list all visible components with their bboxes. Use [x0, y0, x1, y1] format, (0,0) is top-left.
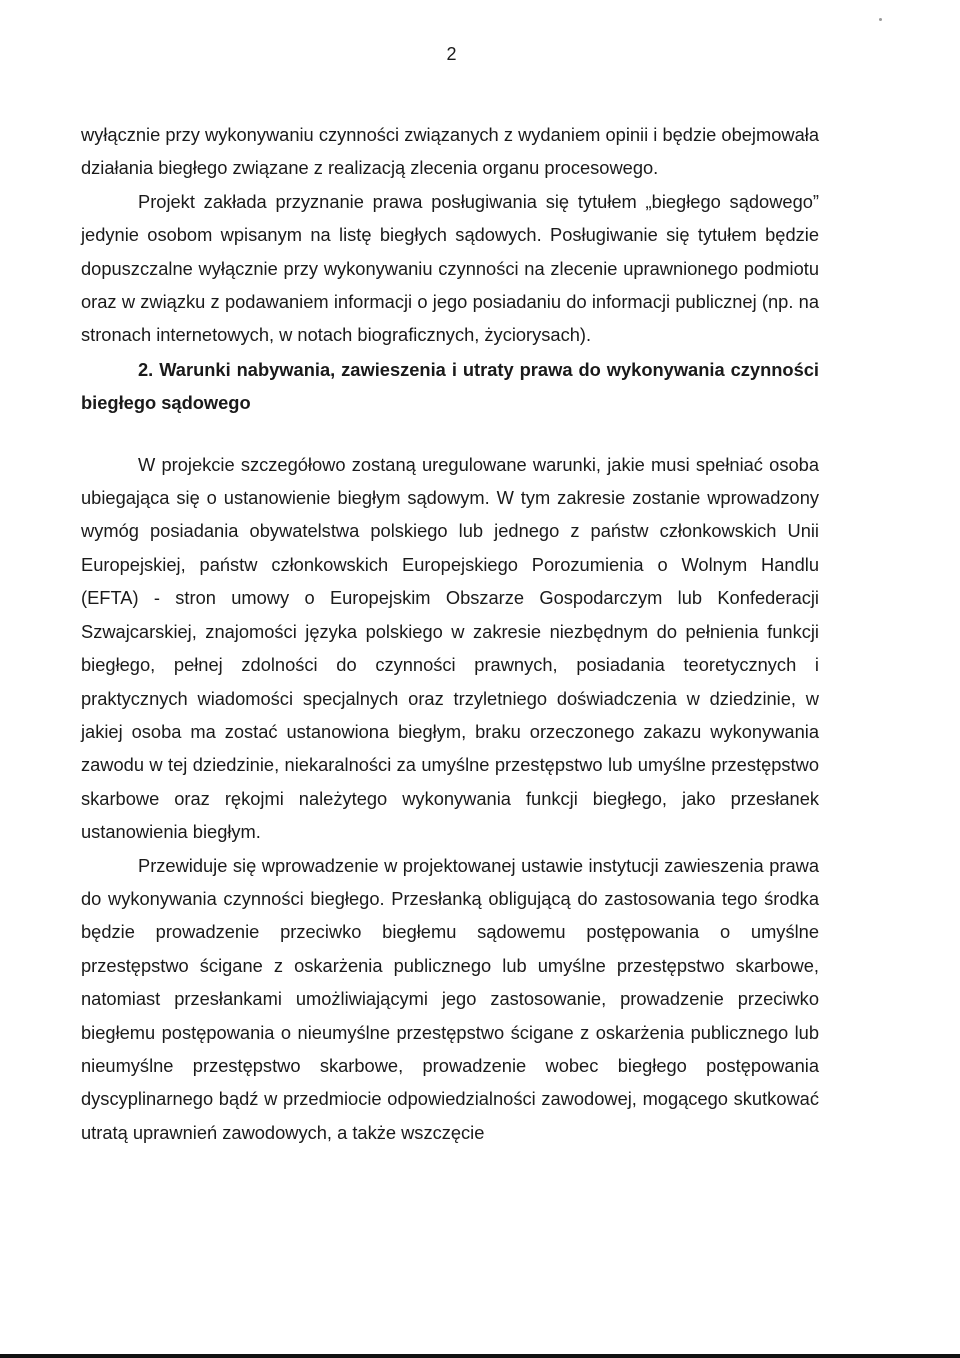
paragraph-title-usage: Projekt zakłada przyznanie prawa posługiwania się tytułem „biegłego sądowego” jedynie osobom wpisanym na listę biegłych sądowych. Posługiwanie się tytułem będzie dopuszczalne wyłącznie przy wykonywaniu czynności na zlecenie uprawnionego podmiotu oraz w związku z podawaniem informacji o jego posiadaniu do informacji publicznej (np. na stronach internetowych, w notach biograficznych, życiorysach). — [81, 190, 819, 346]
paragraph-conditions: W projekcie szczegółowo zostaną uregulowane warunki, jakie musi spełniać osoba ubiegająca się o ustanowienie biegłym sądowym. W tym zakresie zostanie wprowadzony wymóg posiadania obywatelstwa polskiego lub jednego z państw członkowskich Unii Europejskiej, państw członkowskich Europejskiego Porozumienia o Wolnym Handlu (EFTA) - stron umowy o Europejskim Obszarze Gospodarczym lub Konfederacji Szwajcarskiej, znajomości języka polskiego w zakresie niezbędnym do pełnienia funkcji biegłego, pełnej zdolności do czynności prawnych, posiadania teoretycznych i praktycznych wiadomości specjalnych oraz trzyletniego doświadczenia w dziedzinie, w jakiej osoba ma zostać ustanowiona biegłym, braku orzeczonego zakazu wykonywania zawodu w tej dziedzinie, niekaralności za umyślne przestępstwo lub umyślne przestępstwo skarbowe oraz rękojmi należytego wykonywania funkcji biegłego, jako przesłanek ustanowienia biegłym. — [81, 453, 819, 843]
page-number: 2 — [446, 44, 457, 64]
scan-bottom-edge — [0, 1354, 960, 1358]
section-heading: 2. Warunki nabywania, zawieszenia i utraty prawa do wykonywania czynności biegłego sądowego — [81, 358, 819, 414]
scan-speck — [879, 18, 882, 21]
paragraph-suspension: Przewiduje się wprowadzenie w projektowanej ustawie instytucji zawieszenia prawa do wykonywania czynności biegłego. Przesłanką obligującą do zastosowania tego środka będzie prowadzenie przeciwko biegłemu sądowemu postępowania o umyślne przestępstwo ścigane z oskarżenia publicznego lub umyślne przestępstwo skarbowe, natomiast przesłankami umożliwiającymi jego zastosowanie, prowadzenie przeciwko biegłemu postępowania o nieumyślne przestępstwo ścigane z oskarżenia publicznego lub nieumyślne przestępstwo skarbowe, prowadzenie wobec biegłego postępowania dyscyplinarnego bądź w przedmiocie odpowiedzialności zawodowej, mogącego skutkować utratą uprawnień zawodowych, a także wszczęcie — [81, 854, 819, 1143]
document-body — [81, 118, 819, 1149]
paragraph-continuation: wyłącznie przy wykonywaniu czynności związanych z wydaniem opinii i będzie obejmowała działania biegłego związane z realizacją zlecenia organu procesowego. — [81, 124, 819, 179]
